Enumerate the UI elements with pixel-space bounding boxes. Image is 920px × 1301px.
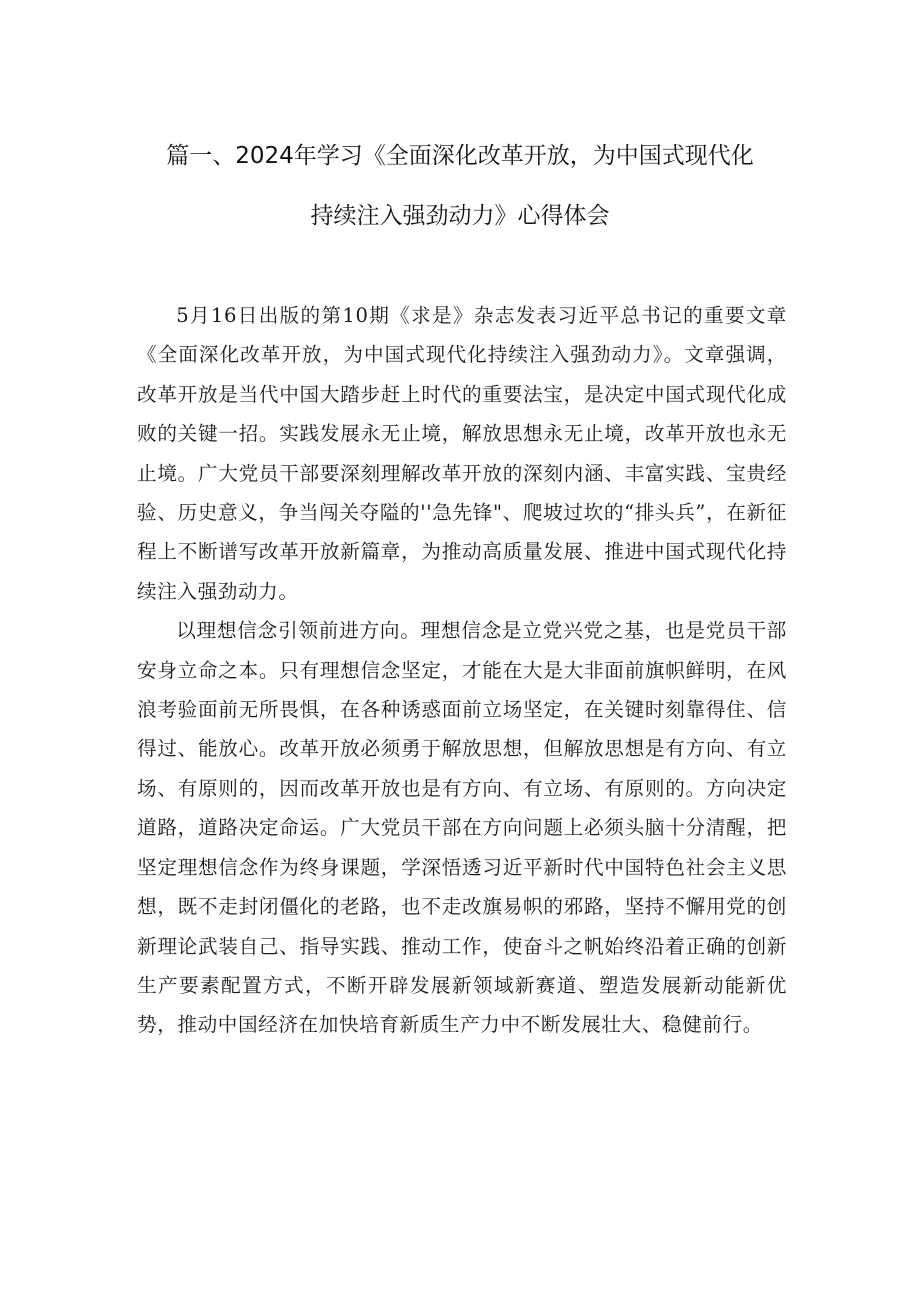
- document-body: [137, 296, 787, 1045]
- document-title-line-2: 持续注入强劲动力》心得体会: [310, 203, 610, 229]
- body-paragraph-1: 5月16日出版的第10期《求是》杂志发表习近平总书记的重要文章《全面深化改革开放，为中国式现代化持续注入强劲动力》。文章强调，改革开放是当代中国大踏步赶上时代的重要法宝，是决定中国式现代化成败的关键一招。实践发展永无止境，解放思想永无止境，改革开放也永无止境。广大党员干部要深刻理解改革开放的深刻内涵、丰富实践、宝贵经验、历史意义，争当闯关夺隘的''急先锋"、爬坡过坎的“排头兵”，在新征程上不断谱写改革开放新篇章，为推动高质量发展、推进中国式现代化持续注入强劲动力。: [137, 304, 787, 603]
- body-paragraph-2: 以理想信念引领前进方向。理想信念是立党兴党之基，也是党员干部安身立命之本。只有理想信念坚定，才能在大是大非面前旗帜鲜明，在风浪考验面前无所畏惧，在各种诱惑面前立场坚定，在关键时刻靠得住、信得过、能放心。改革开放必须勇于解放思想，但解放思想是有方向、有立场、有原则的，因而改革开放也是有方向、有立场、有原则的。方向决定道路，道路决定命运。广大党员干部在方向问题上必须头脑十分清醒，把坚定理想信念作为终身课题，学深悟透习近平新时代中国特色社会主义思想，既不走封闭僵化的老路，也不走改旗易帜的邪路，坚持不懈用党的创新理论武装自己、指导实践、推动工作，使奋斗之帆始终沿着正确的创新生产要素配置方式，不断开辟发展新领域新赛道、塑造发展新动能新优势，推动中国经济在加快培育新质生产力中不断发展壮大、稳健前行。: [137, 619, 787, 1037]
- document-title-line-1: 篇一、2024年学习《全面深化改革开放，为中国式现代化: [166, 143, 754, 169]
